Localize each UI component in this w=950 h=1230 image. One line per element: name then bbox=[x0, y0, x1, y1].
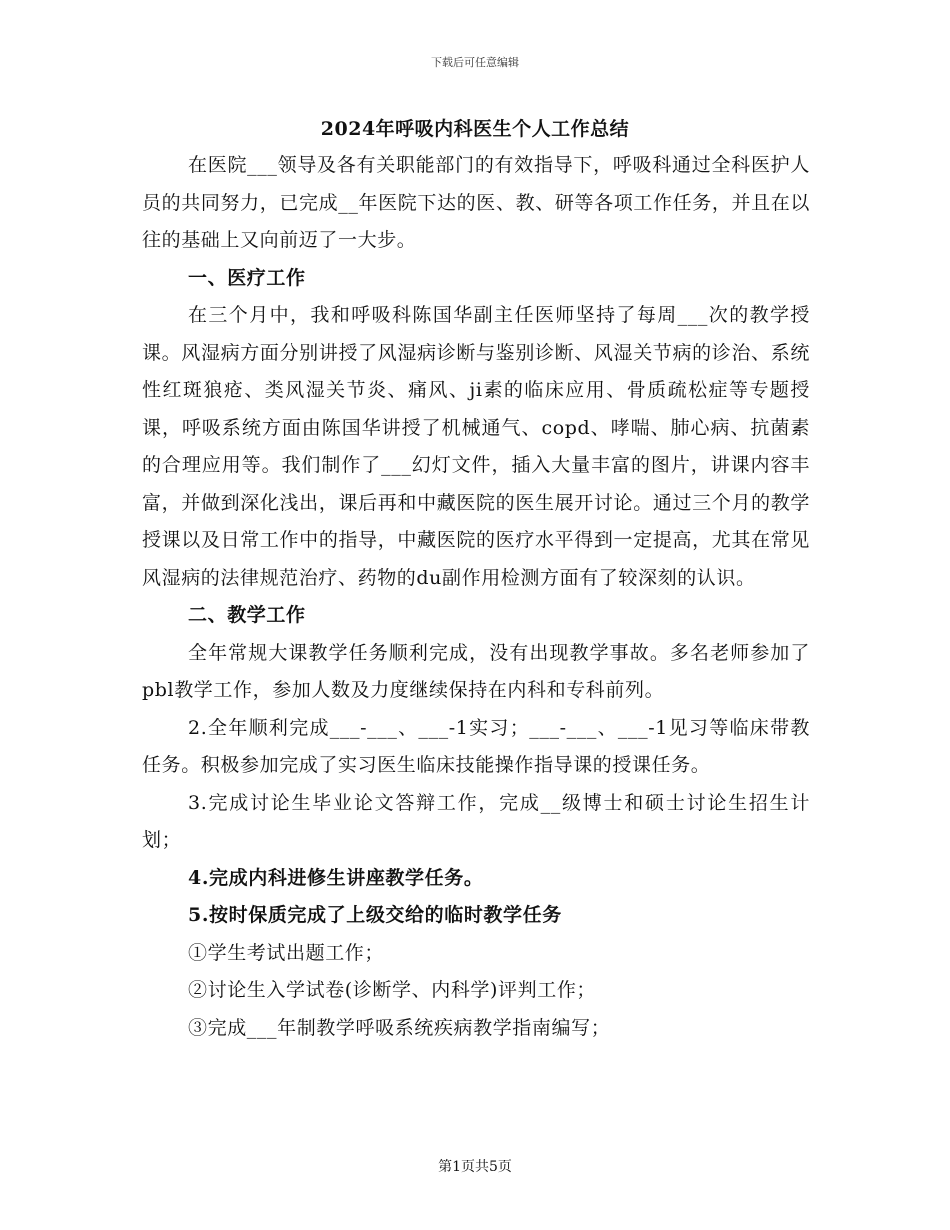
header-note: 下载后可任意编辑 bbox=[431, 56, 519, 69]
list-item: ②讨论生入学试卷(诊断学、内科学)评判工作； bbox=[188, 979, 597, 1001]
teaching-paragraph-3: 3.完成讨论生毕业论文答辩工作，完成__级博士和硕士讨论生招生计划； bbox=[142, 791, 810, 851]
page-number: 第1页共5页 bbox=[438, 1159, 512, 1175]
teaching-paragraph-4: 4.完成内科进修生讲座教学任务。 bbox=[188, 866, 484, 889]
document-title: 2024年呼吸内科医生个人工作总结 bbox=[320, 118, 630, 140]
document-body bbox=[142, 147, 810, 1047]
list-item: ①学生考试出题工作； bbox=[188, 941, 385, 964]
list-item: ③完成___年制教学呼吸系统疾病教学指南编写； bbox=[188, 1016, 611, 1039]
teaching-paragraph-2: 2.全年顺利完成___-___、___-1实习；___-___、___-1见习等临床带教任务。积极参加完成了实习医生临床技能操作指导课的授课任务。 bbox=[142, 716, 810, 776]
intro-paragraph: 在医院___领导及各有关职能部门的有效指导下，呼吸科通过全科医护人员的共同努力，已完成__年医院下达的医、教、研等各项工作任务，并且在以往的基础上又向前迈了一大步。 bbox=[142, 154, 810, 251]
section-heading-medical: 一、医疗工作 bbox=[188, 266, 306, 289]
teaching-paragraph-5: 5.按时保质完成了上级交给的临时教学任务 bbox=[188, 904, 562, 926]
medical-paragraph: 在三个月中，我和呼吸科陈国华副主任医师坚持了每周___次的教学授课。风湿病方面分别讲授了风湿病诊断与鉴别诊断、风湿关节病的诊治、系统性红斑狼疮、类风湿关节炎、痛风、ji素的临床应用、骨质疏松症等专题授课，呼吸系统方面由陈国华讲授了机械通气、copd、哮喘、肺心病、抗菌素的合理应用等。我们制作了___幻灯文件，插入大量丰富的图片，讲课内容丰富，并做到深化浅出，课后再和中藏医院的医生展开讨论。通过三个月的教学授课以及日常工作中的指导，中藏医院的医疗水平得到一定提高，尤其在常见风湿病的法律规范治疗、药物的du副作用检测方面有了较深刻的认识。 bbox=[142, 304, 810, 589]
teaching-paragraph-1: 全年常规大课教学任务顺利完成，没有出现教学事故。多名老师参加了pbl教学工作，参加人数及力度继续保持在内科和专科前列。 bbox=[142, 641, 810, 701]
section-heading-teaching: 二、教学工作 bbox=[188, 604, 306, 626]
